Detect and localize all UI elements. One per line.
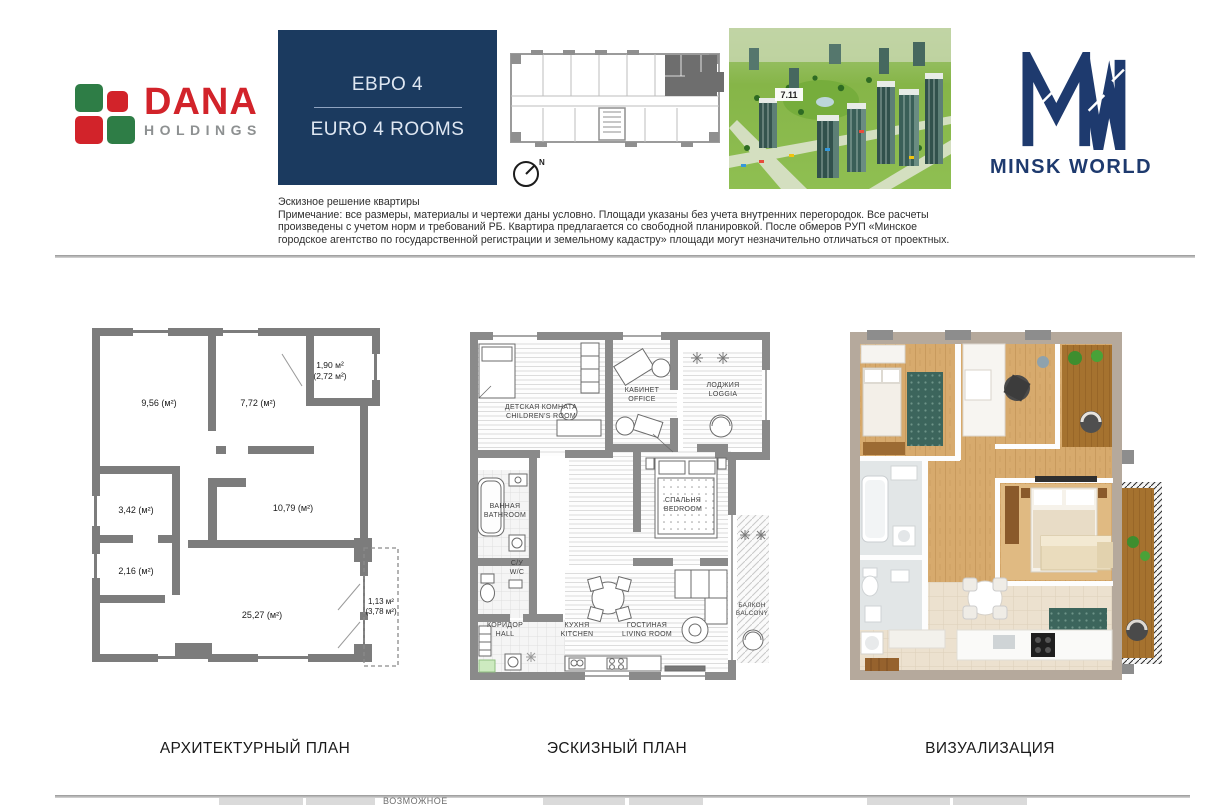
building-number: 7.11: [780, 90, 798, 100]
label-wc-en: W/C: [509, 569, 525, 576]
area-room1: 9,56 (м²): [141, 398, 177, 408]
label-hall-en: HALL: [495, 631, 515, 638]
legend-chip: [306, 798, 375, 805]
label-bath-ru: ВАННАЯ: [489, 503, 521, 510]
unit-type-ru: ЕВРО 4: [351, 74, 424, 95]
caption-architectural: АРХИТЕКТУРНЫЙ ПЛАН: [159, 740, 351, 757]
aerial-render: [729, 28, 951, 189]
sketch-plan: [465, 330, 775, 682]
area-balcony-1: 1,13 м²: [368, 597, 394, 606]
dana-logo-text: DANA: [144, 81, 258, 123]
visualization-render: [845, 330, 1165, 682]
legend-chip: [543, 798, 625, 805]
legend-chip: [953, 798, 1027, 805]
label-wc-ru: С/У: [510, 560, 524, 567]
disclaimer-title: Эскизное решение квартиры: [278, 196, 420, 208]
loggia: [1062, 345, 1112, 447]
label-office-ru: КАБИНЕТ: [624, 387, 660, 394]
area-room4: 10,79 (м²): [272, 503, 314, 513]
area-loggia-1: 1,90 м²: [316, 360, 344, 370]
area-room6: 25,27 (м²): [241, 610, 283, 620]
label-loggia-en: LOGGIA: [708, 391, 738, 398]
dining-area: [963, 578, 1007, 619]
dana-logo-subtext: HOLDINGS: [144, 122, 262, 138]
label-balcony-en: BALCONY: [735, 610, 769, 617]
legend-partial-text: ВОЗМОЖНОЕ: [383, 796, 448, 805]
kitchen: [957, 630, 1112, 660]
label-children-ru: ДЕТСКАЯ КОМНАТА: [504, 404, 578, 411]
dana-holdings-logo: [75, 81, 275, 148]
disclaimer: [278, 196, 954, 246]
area-room2: 7,72 (м²): [240, 398, 276, 408]
label-living-en: LIVING ROOM: [622, 631, 672, 638]
label-bedroom-ru: СПАЛЬНЯ: [664, 497, 702, 504]
architectural-plan: [78, 326, 400, 672]
label-hall-ru: КОРИДОР: [486, 622, 524, 629]
label-kitchen-en: KITCHEN: [560, 631, 594, 638]
building-floor-schematic: [505, 46, 725, 154]
label-balcony-ru: БАЛКОН: [738, 602, 766, 609]
label-office-en: OFFICE: [628, 396, 656, 403]
label-bath-en: BATHROOM: [483, 512, 527, 519]
building-number-badge: [775, 88, 803, 101]
caption-visualization: ВИЗУАЛИЗАЦИЯ: [925, 740, 1055, 757]
legend-chip: [629, 798, 703, 805]
label-bedroom-en: BEDROOM: [663, 506, 703, 513]
minsk-world-wordmark: MINSK WORLD: [989, 156, 1153, 178]
caption-sketch: ЭСКИЗНЫЙ ПЛАН: [546, 740, 688, 757]
divider: [314, 107, 462, 108]
compass-north-label: N: [539, 158, 545, 167]
area-room5: 2,16 (м²): [118, 566, 154, 576]
label-children-en: CHILDREN'S ROOM: [505, 413, 577, 420]
balcony: [1122, 482, 1162, 664]
minsk-world-logo: [985, 52, 1157, 182]
area-room3: 3,42 (м²): [118, 505, 154, 515]
unit-type-box: [278, 30, 497, 185]
label-loggia-ru: ЛОДЖИЯ: [706, 382, 740, 389]
area-loggia-2: (2,72 м²): [313, 371, 347, 381]
label-kitchen-ru: КУХНЯ: [564, 622, 590, 629]
top-divider: [55, 255, 1195, 258]
dana-squares-icon: [75, 84, 137, 146]
area-balcony-2: (3,78 м²): [365, 607, 397, 616]
compass-icon: [511, 153, 551, 193]
legend-chip: [219, 798, 303, 805]
mw-monogram-icon: [1011, 52, 1131, 150]
legend-chip: [867, 798, 950, 805]
highlighted-unit: [665, 55, 724, 96]
disclaimer-body: Примечание: все размеры, материалы и чертежи даны условно. Площади указаны без учета внутренних перегородок. Все расчеты произведены с учетом норм и требований РБ. Квартира предлагается со свободной планировкой. После обмеров РУП «Минское городское агентство по государственной регистрации и земельному кадастру» площади могут незначительно отличаться от проектных.: [278, 208, 950, 246]
unit-type-en: EURO 4 ROOMS: [310, 119, 465, 140]
label-living-ru: ГОСТИНАЯ: [626, 622, 668, 629]
